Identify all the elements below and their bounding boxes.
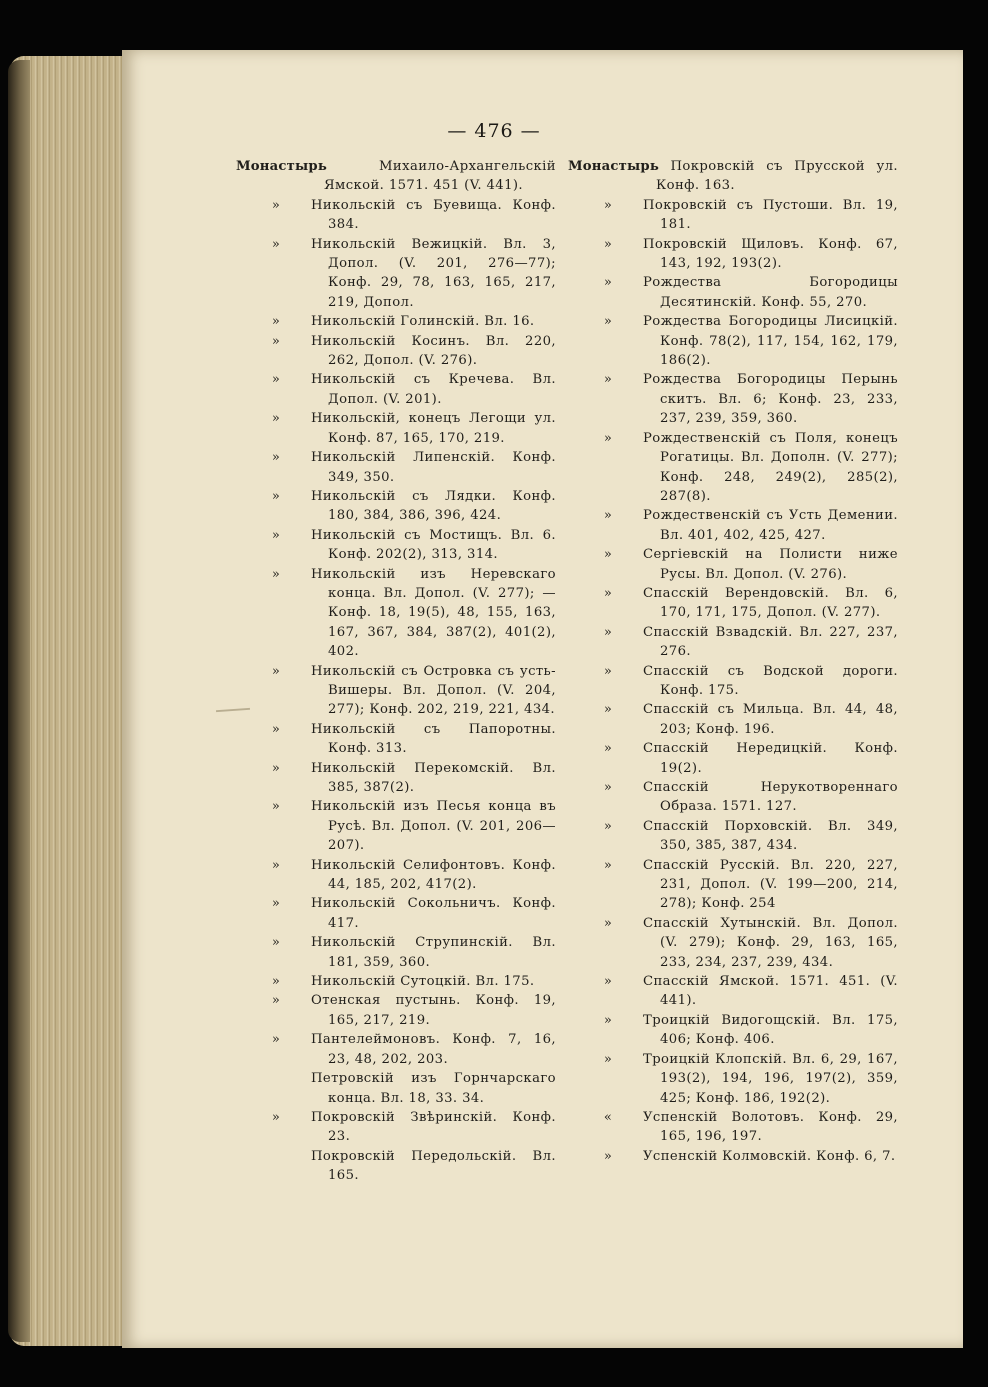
index-entry — [236, 720, 556, 759]
ditto-mark: » — [271, 488, 281, 504]
index-entry — [568, 856, 898, 914]
index-entry — [236, 526, 556, 565]
ditto-mark: » — [271, 857, 281, 873]
ditto-mark: » — [271, 721, 281, 737]
entry-text: Успенскiй Волотовъ. Конф. 29, 165, 196, 197. — [643, 1109, 898, 1145]
entry-text: Спасскiй Взвадскiй. Вл. 227, 237, 276. — [643, 624, 898, 660]
ditto-mark: » — [271, 372, 281, 388]
ditto-mark: » — [271, 333, 281, 349]
entry-text: Покровскiй Передольскiй. Вл. 165. — [311, 1148, 556, 1184]
entry-text: Сергiевскiй на Полисти ниже Русы. Вл. Допол. (V. 276). — [643, 547, 898, 582]
ditto-mark: » — [603, 197, 613, 213]
index-entry — [568, 545, 898, 584]
ditto-mark: » — [603, 275, 613, 291]
ditto-mark: » — [271, 993, 281, 1009]
index-entry — [568, 739, 898, 778]
left-column — [236, 157, 556, 1186]
index-entry — [568, 662, 898, 701]
entry-text: Никольскiй Голинскiй. Вл. 16. — [311, 314, 535, 330]
index-entry — [236, 312, 556, 331]
ditto-mark: » — [603, 236, 613, 252]
entry-text: Михаило-Архангельскiй Ямской. 1571. 451 (V. 441). — [324, 159, 556, 194]
ditto-mark: » — [271, 314, 281, 330]
index-entry — [236, 448, 556, 487]
index-entry — [236, 856, 556, 895]
index-entry — [236, 1069, 556, 1108]
ditto-mark: » — [271, 566, 281, 582]
entry-text: Рождества Богородицы Перынь скитъ. Вл. 6; Конф. 23, 233, 237, 239, 359, 360. — [643, 372, 898, 427]
entry-text: Отенская пустынь. Конф. 19, 165, 217, 219. — [311, 993, 556, 1028]
entry-text: Спасскiй Русскiй. Вл. 220, 227, 231, Допол. (V. 199—200, 214, 278); Конф. 254 — [643, 857, 898, 912]
entry-text: Рождества Богородицы Лисицкiй. Конф. 78(2), 117, 154, 162, 179, 186(2). — [643, 314, 898, 369]
index-entry — [568, 1147, 898, 1166]
index-entry — [568, 972, 898, 1011]
ditto-mark: » — [603, 780, 613, 795]
index-entry — [236, 972, 556, 991]
ditto-mark: » — [603, 372, 613, 388]
entry-text: Никольскiй Перекомскiй. Вл. 385, 387(2). — [311, 760, 556, 795]
ditto-mark: » — [603, 974, 613, 990]
entry-text: Спасскiй Ямской. 1571. 451. (V. 441). — [643, 974, 898, 1009]
ditto-mark: » — [271, 1032, 281, 1048]
index-entry — [568, 623, 898, 662]
entry-text: Рождественскiй съ Поля, конецъ Рогатицы. Вл. Дополн. (V. 277); Конф. 248, 249(2), 285(2), 287(8). — [643, 430, 898, 504]
entry-text: Никольскiй Струпинскiй. Вл. 181, 359, 360. — [311, 935, 556, 970]
index-entry — [236, 157, 556, 196]
entry-text: Троицкiй Видогощскiй. Вл. 175, 406; Конф. 406. — [643, 1012, 898, 1048]
entry-text: Пантелеймоновъ. Конф. 7, 16, 23, 48, 202, 203. — [311, 1032, 556, 1067]
index-entry — [236, 1030, 556, 1069]
entry-text: Никольскiй, конецъ Легощи ул. Конф. 87, 165, 170, 219. — [311, 411, 556, 446]
index-entry — [236, 1108, 556, 1147]
index-entry — [568, 1050, 898, 1108]
ditto-mark: » — [271, 197, 281, 213]
entry-text: Никольскiй Вежицкiй. Вл. 3, Допол. (V. 201, 276—77); Конф. 29, 78, 163, 165, 217, 219, Допол. — [311, 236, 556, 310]
index-entry — [236, 662, 556, 720]
ditto-mark: » — [603, 857, 613, 873]
entry-text: Спасскiй Хутынскiй. Вл. Допол. (V. 279); Конф. 29, 163, 165, 233, 234, 237, 239, 434. — [643, 915, 898, 970]
heading-word: Монастырь — [568, 159, 659, 174]
index-entry — [236, 797, 556, 855]
index-entry — [568, 370, 898, 428]
entry-text: Спасскiй Порховскiй. Вл. 349, 350, 385, 387, 434. — [643, 818, 898, 854]
entry-text: Никольскiй съ Буевища. Конф. 384. — [311, 197, 556, 233]
entry-text: Никольскiй изъ Неревскаго конца. Вл. Допол. (V. 277); — Конф. 18, 19(5), 48, 155, 163, 167, 367, 384, 387(2), 401(2), 402. — [311, 566, 556, 660]
ditto-mark: » — [603, 430, 613, 446]
ditto-mark: » — [603, 314, 613, 330]
entry-text: Рождественскiй съ Усть Демении. Вл. 401, 402, 425, 427. — [643, 508, 898, 543]
ditto-mark: » — [603, 508, 613, 524]
heading-word: Монастырь — [236, 159, 327, 174]
index-entry — [568, 778, 898, 817]
index-entry — [236, 759, 556, 798]
index-entry — [236, 933, 556, 972]
index-entry — [236, 235, 556, 313]
ditto-mark: » — [603, 1012, 613, 1028]
entry-text: Троицкiй Клопскiй. Вл. 6, 29, 167, 193(2), 194, 196, 197(2), 359, 425; Конф. 186, 192(2). — [643, 1051, 898, 1106]
index-entry — [568, 235, 898, 274]
ditto-mark: » — [603, 1051, 613, 1067]
entry-text: Рождества Богородицы Десятинскiй. Конф. 55, 270. — [643, 275, 898, 310]
entry-text: Никольскiй Косинъ. Вл. 220, 262, Допол. (V. 276). — [311, 333, 556, 369]
index-entry — [236, 487, 556, 526]
ditto-mark: « — [603, 1109, 613, 1125]
entry-text: Никольскiй съ Мостищъ. Вл. 6. Конф. 202(2), 313, 314. — [311, 527, 556, 563]
ditto-mark: » — [603, 741, 613, 757]
entry-text: Никольскiй Сокольничъ. Конф. 417. — [311, 896, 556, 931]
entry-text: Спасскiй Нерукотвореннаго Образа. 1571. 127. — [643, 780, 898, 815]
entry-text: Никольскiй съ Кречева. Вл. Допол. (V. 201). — [311, 372, 556, 407]
index-entry — [236, 894, 556, 933]
ditto-mark: » — [271, 935, 281, 951]
ditto-mark: » — [603, 702, 613, 718]
entry-text: Покровскiй съ Пустоши. Вл. 19, 181. — [643, 197, 898, 233]
ditto-mark: » — [603, 1148, 613, 1164]
index-entry — [568, 429, 898, 507]
index-entry — [568, 817, 898, 856]
entry-text: Никольскiй Липенскiй. Конф. 349, 350. — [311, 450, 556, 485]
ditto-mark: » — [603, 547, 613, 563]
entry-text: Спасскiй съ Мильца. Вл. 44, 48, 203; Конф. 196. — [643, 702, 898, 737]
page-number: — 476 — — [447, 120, 541, 142]
ditto-mark: » — [603, 915, 613, 931]
entry-text: Никольскiй съ Островка съ усть-Вишеры. Вл. Допол. (V. 204, 277); Конф. 202, 219, 221, 434. — [311, 663, 556, 718]
index-entry — [236, 565, 556, 662]
entry-text: Успенскiй Колмовскiй. Конф. 6, 7. — [643, 1148, 896, 1164]
entry-text: Спасскiй Верендовскiй. Вл. 6, 170, 171, 175, Допол. (V. 277). — [643, 585, 898, 621]
index-entry — [568, 196, 898, 235]
index-entry — [568, 1108, 898, 1147]
ditto-mark: » — [271, 974, 281, 990]
ditto-mark: » — [271, 527, 281, 543]
ditto-mark: » — [603, 585, 613, 601]
ditto-mark: » — [271, 663, 281, 679]
index-entry — [236, 196, 556, 235]
entry-text: Покровскiй Щиловъ. Конф. 67, 143, 192, 193(2). — [643, 236, 898, 272]
index-entry — [236, 409, 556, 448]
entry-text: Никольскiй Селифонтовъ. Конф. 44, 185, 202, 417(2). — [311, 857, 556, 893]
index-entry — [568, 273, 898, 312]
ditto-mark: » — [271, 799, 281, 815]
ditto-mark: » — [271, 411, 281, 427]
entry-text: Никольскiй съ Лядки. Конф. 180, 384, 386, 396, 424. — [311, 488, 556, 524]
ditto-mark: » — [271, 450, 281, 466]
index-entry — [236, 370, 556, 409]
index-entry — [568, 1011, 898, 1050]
ditto-mark: » — [603, 624, 613, 640]
book-spine — [8, 60, 30, 1342]
entry-text: Петровскiй изъ Горнчарскаго конца. Вл. 18, 33. 34. — [311, 1071, 556, 1106]
index-entry — [568, 157, 898, 196]
ditto-mark: » — [603, 818, 613, 834]
entry-text: Никольскiй изъ Песья конца въ Русѣ. Вл. Допол. (V. 201, 206—207). — [311, 799, 556, 854]
entry-text: Спасскiй Нередицкiй. Конф. 19(2). — [643, 741, 898, 776]
entry-line — [236, 157, 556, 196]
ditto-mark: » — [603, 663, 613, 679]
entry-text: Никольскiй съ Папоротны. Конф. 313. — [311, 721, 556, 757]
index-entry — [568, 312, 898, 370]
entry-line — [568, 157, 898, 196]
index-entry — [568, 506, 898, 545]
entry-text: Никольскiй Сутоцкiй. Вл. 175. — [311, 974, 535, 990]
entry-text: Покровскiй съ Прусской ул. Конф. 163. — [656, 159, 899, 194]
entry-text: Спасскiй съ Водской дороги. Конф. 175. — [643, 663, 898, 698]
entry-text: Покровскiй Звѣринскiй. Конф. 23. — [311, 1109, 556, 1145]
index-entry — [568, 700, 898, 739]
index-entry — [568, 914, 898, 972]
ditto-mark: » — [271, 760, 281, 776]
index-entry — [236, 991, 556, 1030]
ditto-mark: » — [271, 1109, 281, 1125]
index-entry — [568, 584, 898, 623]
ditto-mark: » — [271, 236, 281, 252]
ditto-mark: » — [271, 896, 281, 912]
index-entry — [236, 332, 556, 371]
right-column — [568, 157, 898, 1166]
index-entry — [236, 1147, 556, 1186]
